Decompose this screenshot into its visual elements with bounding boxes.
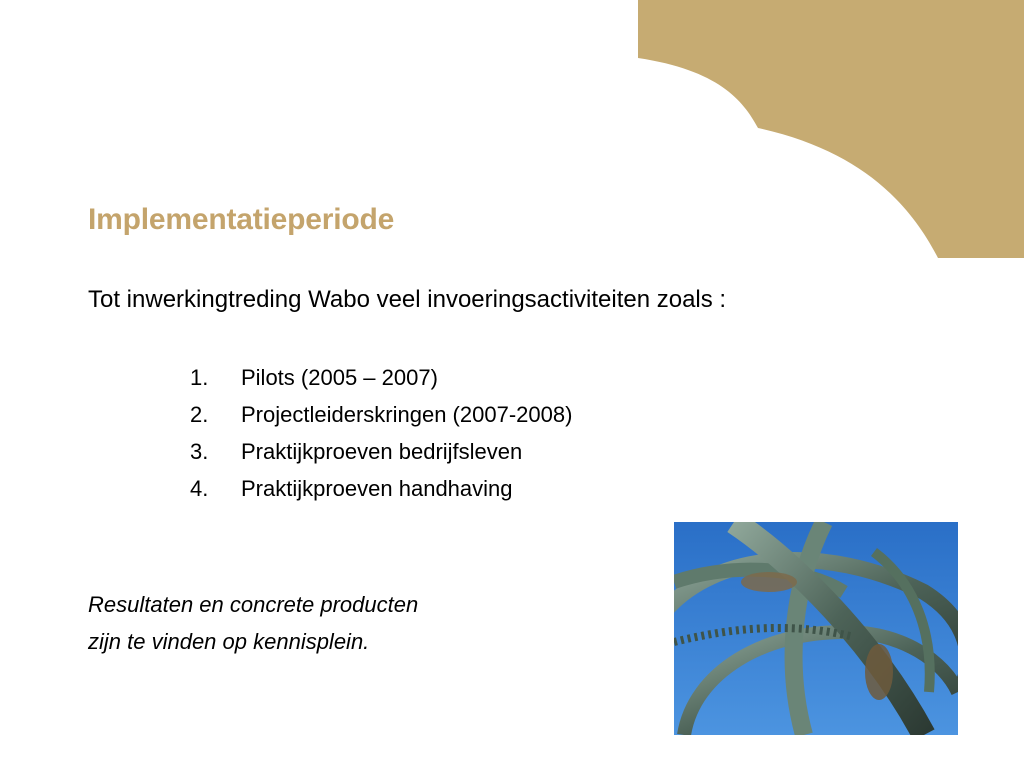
list-label: Pilots (2005 – 2007)	[241, 365, 438, 390]
list-item	[190, 401, 572, 438]
intro-text: Tot inwerkingtreding Wabo veel invoeringsactiviteiten zoals :	[88, 286, 727, 313]
list-number: 3.	[190, 439, 209, 464]
note-line-1: Resultaten en concrete producten	[88, 592, 419, 617]
list-number: 1.	[190, 365, 209, 390]
list-label: Praktijkproeven bedrijfsleven	[241, 439, 523, 464]
list-number: 2.	[190, 402, 209, 427]
decorative-corner-shape	[638, 0, 1024, 258]
note-text	[88, 586, 418, 660]
note-line-2: zijn te vinden op kennisplein.	[88, 629, 370, 654]
activity-list	[190, 364, 572, 512]
list-label: Projectleiderskringen (2007-2008)	[241, 402, 573, 427]
list-number: 4.	[190, 476, 209, 501]
list-item	[190, 364, 572, 401]
list-item	[190, 475, 572, 512]
slide-title: Implementatieperiode	[88, 203, 395, 236]
list-label: Praktijkproeven handhaving	[241, 476, 513, 501]
armillary-sculpture-photo	[674, 522, 958, 735]
list-item	[190, 438, 572, 475]
